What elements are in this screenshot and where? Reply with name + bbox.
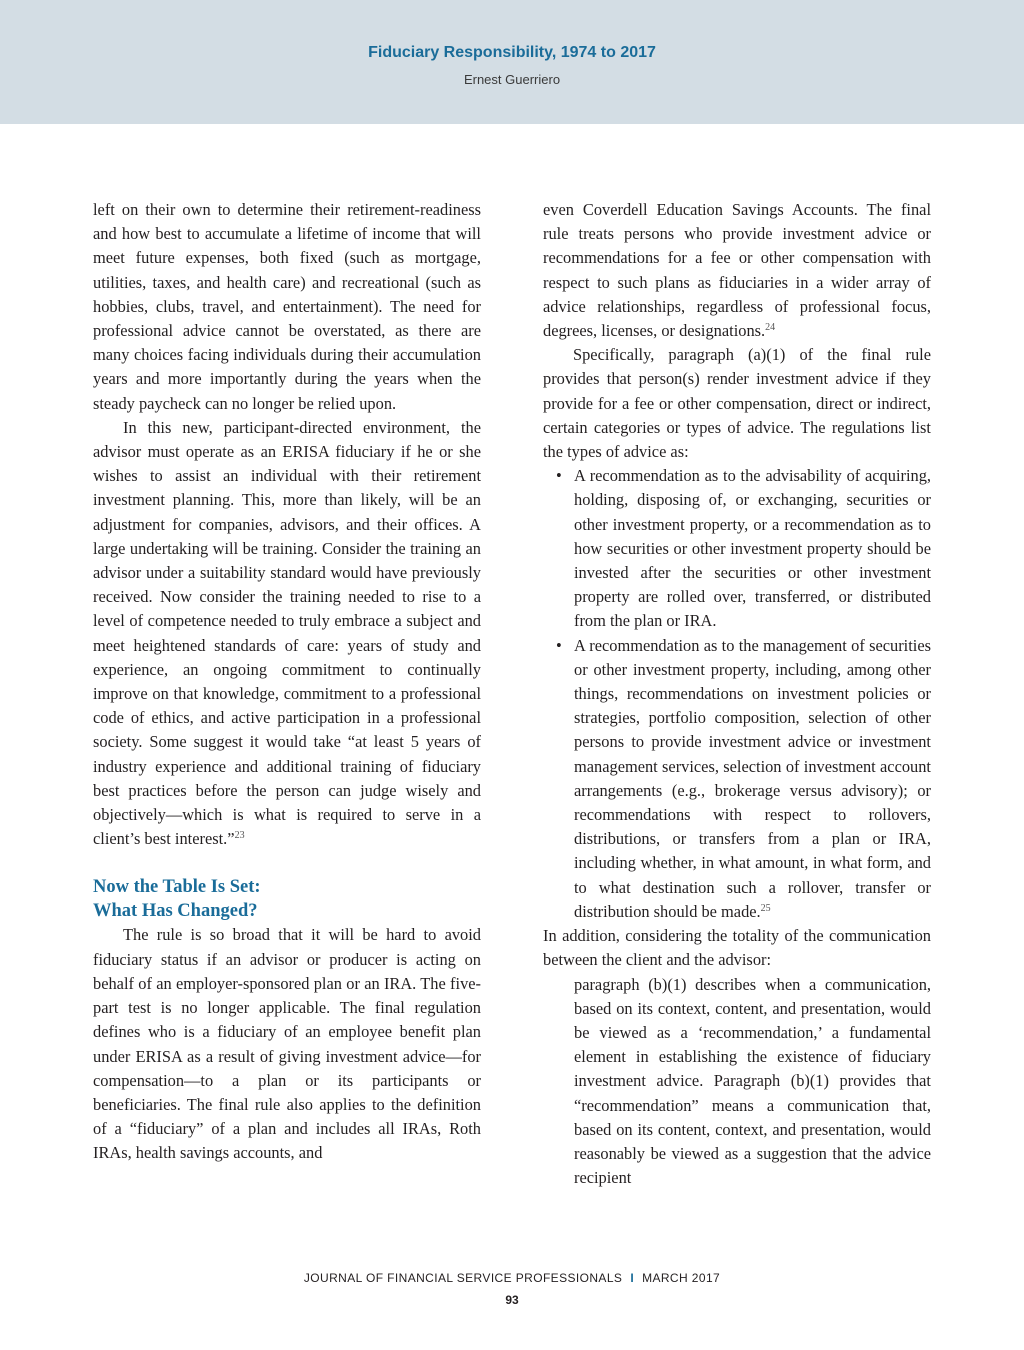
advice-type-bullet-2 — [543, 634, 931, 924]
right-paragraph-3: In addition, considering the totality of the communication between the client and the advisor: — [543, 926, 931, 970]
footer-separator: I — [630, 1271, 635, 1285]
advice-types-list — [543, 464, 931, 924]
right-paragraph-1 — [543, 198, 931, 343]
advice-type-bullet-1 — [543, 464, 931, 633]
page-number: 93 — [505, 1293, 519, 1307]
section-heading-line-2: What Has Changed? — [93, 901, 258, 922]
left-paragraph-1: left on their own to determine their retirement-readiness and how best to accumulate a lifetime of income that will meet future expenses, both fixed (such as mortgage, utilities, taxes, and health care) and recreational (such as hobbies, clubs, travel, and entertainment). The need for professional advice cannot be overstated, as there are many choices facing individuals during their accumulation years and more importantly during the years when the steady paycheck can no longer be relied upon. — [93, 200, 481, 413]
footnote-ref-24: 24 — [765, 322, 776, 334]
footnote-ref-25: 25 — [760, 902, 771, 914]
header-band — [0, 0, 1024, 124]
right-paragraph-2: Specifically, paragraph (a)(1) of the final rule provides that person(s) render investment advice if they provide for a fee or other compensation, direct or indirect, certain categories or types of advice. The regulations list the types of advice as: — [543, 345, 931, 462]
left-paragraph-2 — [93, 416, 481, 852]
running-author: Ernest Guerriero — [463, 72, 561, 87]
left-paragraph-2-text: In this new, participant-directed environment, the advisor must operate as an ERISA fiduciary if he or she wishes to assist an individual with their retirement investment planning. This, more than likely, will be an adjustment for companies, advisors, and their offices. A large undertaking will be training. Consider the training an advisor under a suitability standard would have previously received. Now consider the training needed to rise to a level of competence needed to truly embrace a subject and meet heightened standards of care: years of study and experience, an ongoing commitment to continually improve on that knowledge, commitment to a professional code of ethics, and active participation in a professional society. Some suggest it would take “at least 5 years of industry experience and additional training of fiduciary best practices before the person can judge wisely and objectively—which is what is required to serve in a client’s best interest.” — [93, 417, 481, 849]
right-column — [543, 198, 931, 1190]
footer-journal-name: JOURNAL OF FINANCIAL SERVICE PROFESSIONALS — [303, 1271, 623, 1285]
block-quote: paragraph (b)(1) describes when a communication, based on its context, content, and presentation, would be viewed as a ‘recommendation,’ a fundamental element in establishing the existence of fiduciary investment advice. Paragraph (b)(1) provides that “recommendation” means a communication that, based on its content, context, and presentation, would reasonably be viewed as a suggestion that the advice recipient — [574, 974, 931, 1188]
running-title: Fiduciary Responsibility, 1974 to 2017 — [368, 44, 656, 61]
footer-journal-line — [0, 1271, 1024, 1285]
left-paragraph-3: The rule is so broad that it will be hard to avoid fiduciary status if an advisor or producer is acting on behalf of an employer-sponsored plan or an IRA. The five-part test is no longer applicable. The final regulation defines who is a fiduciary of an employee benefit plan under ERISA as a result of giving investment advice—for compensation—to a plan or its participants or beneficiaries. The final rule also applies to the definition of a “fiduciary” of a plan and includes all IRAs, Roth IRAs, health savings accounts, and — [93, 925, 481, 1163]
bullet-2-text: A recommendation as to the management of securities or other investment property, including, among other things, recommendations on investment policies or strategies, portfolio composition, selection of other persons to provide investment advice or investment management services, selection of investment account arrangements (e.g., brokerage versus advisory); or recommendations with respect to rollovers, distributions, or transfers from a plan or IRA, including whether, in what amount, in what form, and to what destination such a rollover, transfer or distribution should be made. — [574, 635, 931, 921]
footer-date: MARCH 2017 — [642, 1271, 721, 1285]
bullet-1-text: A recommendation as to the advisability of acquiring, holding, disposing of, or exchanging, securities or other investment property, or a recommendation as to how securities or other investment property should be invested after the securities or other investment property are rolled over, transferred, or distributed from the plan or IRA. — [574, 466, 931, 631]
footnote-ref-23: 23 — [234, 830, 245, 842]
section-heading — [93, 875, 481, 923]
section-heading-line-1: Now the Table Is Set: — [93, 877, 261, 898]
left-column — [93, 198, 481, 1166]
bullet-mark-1: • — [556, 466, 562, 486]
bullet-mark-2: • — [556, 635, 562, 655]
right-paragraph-1-text: even Coverdell Education Savings Accounts. The final rule treats persons who provide investment advice or recommendations for a fee or other compensation with respect to such plans as fiduciaries in a wider array of advice relationships, regardless of professional focus, degrees, licenses, or designations. — [543, 200, 931, 341]
